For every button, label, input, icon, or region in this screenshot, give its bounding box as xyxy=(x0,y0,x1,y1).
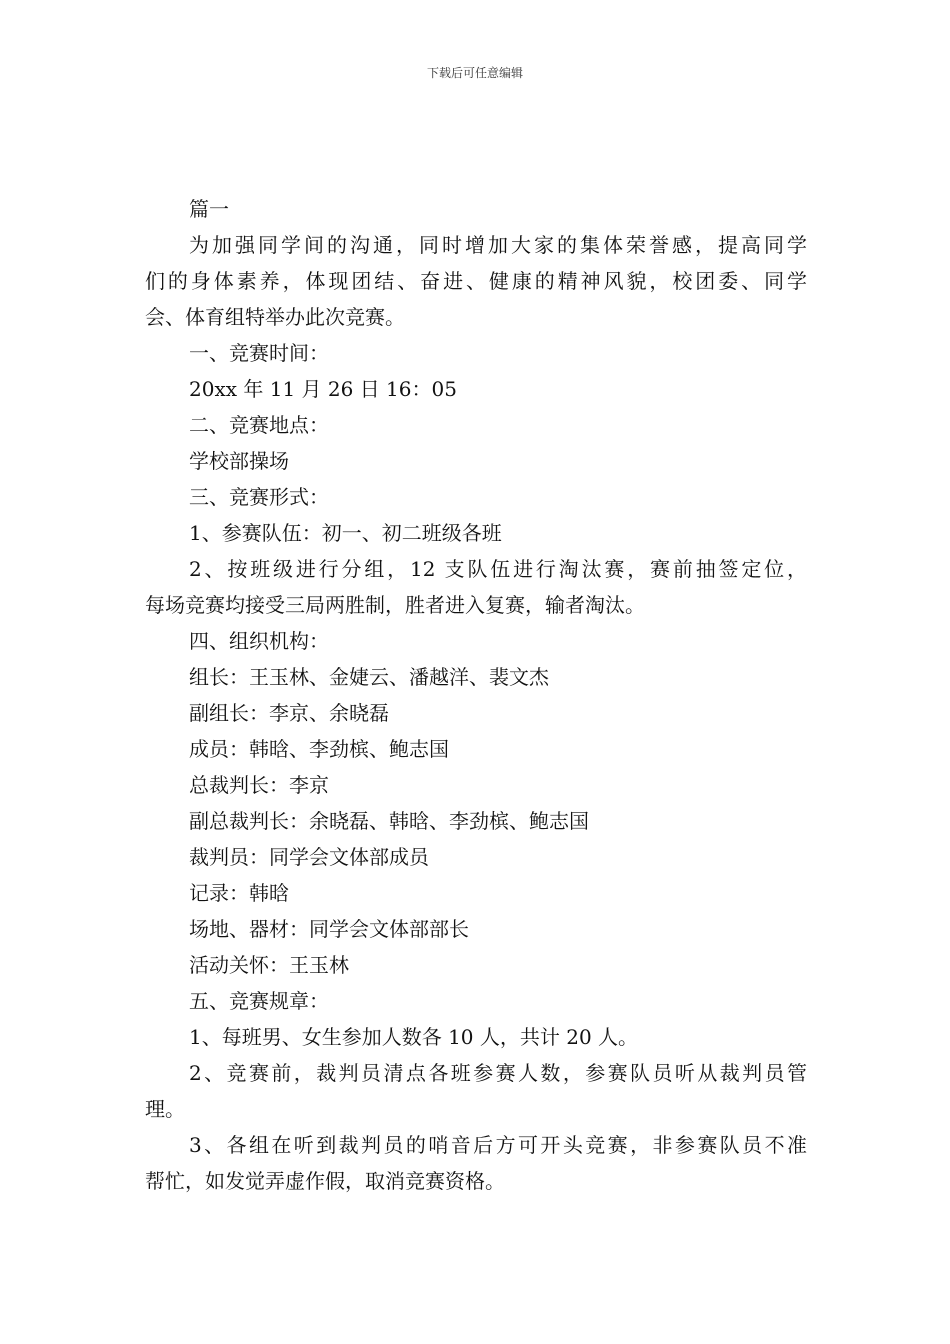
body-line: 1、参赛队伍：初一、初二班级各班 xyxy=(189,521,502,545)
body-line: 成员：韩晗、李劲槟、鲍志国 xyxy=(189,737,449,761)
body-line: 学校部操场 xyxy=(189,449,289,473)
body-line: 四、组织机构： xyxy=(189,629,329,653)
body-line: 活动关怀：王玉林 xyxy=(189,953,349,977)
body-line: 裁判员：同学会文体部成员 xyxy=(189,845,429,869)
body-line: 们的身体素养，体现团结、奋进、健康的精神风貌，校团委、同学 xyxy=(145,269,807,293)
body-line: 总裁判长：李京 xyxy=(189,773,329,797)
body-line: 记录：韩晗 xyxy=(189,881,289,905)
body-line: 20xx 年 11 月 26 日 16：05 xyxy=(189,377,457,401)
body-line: 每场竞赛均接受三局两胜制，胜者进入复赛，输者淘汰。 xyxy=(145,593,645,617)
document-body xyxy=(145,191,807,1199)
body-line: 理。 xyxy=(145,1097,185,1121)
body-line: 一、竞赛时间： xyxy=(189,341,329,365)
body-line: 为加强同学间的沟通，同时增加大家的集体荣誉感，提高同学 xyxy=(189,233,807,257)
page-header: 下载后可任意编辑 xyxy=(426,66,523,80)
body-line: 副组长：李京、余晓磊 xyxy=(189,701,389,725)
body-line: 三、竞赛形式： xyxy=(189,485,329,509)
body-line: 场地、器材：同学会文体部部长 xyxy=(189,917,469,941)
body-line: 篇一 xyxy=(189,197,229,221)
body-line: 3、各组在听到裁判员的哨音后方可开头竞赛，非参赛队员不准 xyxy=(189,1133,807,1157)
body-line: 帮忙，如发觉弄虚作假，取消竞赛资格。 xyxy=(145,1169,505,1193)
body-line: 组长：王玉林、金婕云、潘越洋、裴文杰 xyxy=(189,665,549,689)
body-line: 1、每班男、女生参加人数各 10 人，共计 20 人。 xyxy=(189,1025,639,1049)
body-line: 二、竞赛地点： xyxy=(189,413,329,437)
body-line: 2、竞赛前，裁判员清点各班参赛人数，参赛队员听从裁判员管 xyxy=(189,1061,807,1085)
body-line: 五、竞赛规章： xyxy=(189,989,329,1013)
body-line: 副总裁判长：余晓磊、韩晗、李劲槟、鲍志国 xyxy=(189,809,589,833)
body-line: 2、按班级进行分组，12 支队伍进行淘汰赛，赛前抽签定位， xyxy=(189,557,807,581)
body-line: 会、体育组特举办此次竞赛。 xyxy=(145,305,405,329)
